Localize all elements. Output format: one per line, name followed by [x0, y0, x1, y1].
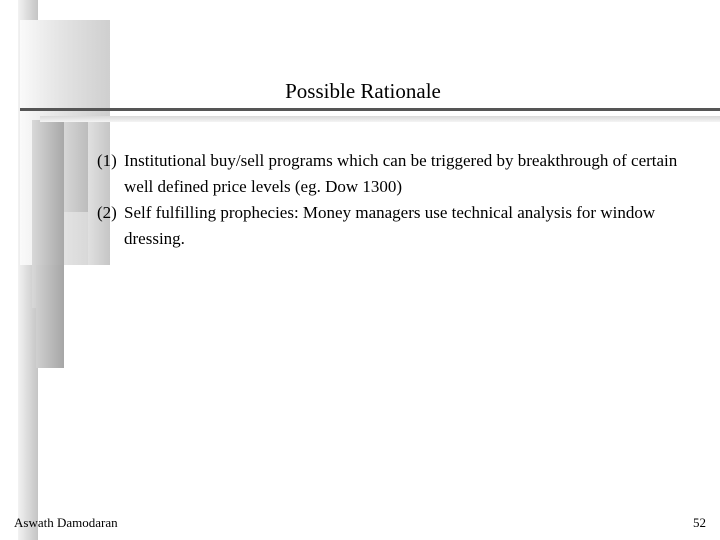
slide-body	[97, 148, 707, 252]
slide-title: Possible Rationale	[285, 79, 441, 103]
decorative-bar	[40, 116, 720, 122]
list-item	[97, 200, 707, 252]
list-item-number: (1)	[97, 151, 117, 170]
page-number: 52	[693, 515, 706, 530]
list-item-text: Institutional buy/sell programs which can be triggered by breakthrough of certain well defined price levels (eg. Dow 1300)	[124, 151, 678, 196]
title-divider	[20, 108, 720, 111]
list-item-number: (2)	[97, 203, 117, 222]
list-item-text: Self fulfilling prophecies: Money managers use technical analysis for window dressing.	[124, 203, 656, 248]
footer-author: Aswath Damodaran	[14, 515, 118, 530]
decorative-bar	[36, 265, 64, 368]
list-item	[97, 148, 707, 200]
